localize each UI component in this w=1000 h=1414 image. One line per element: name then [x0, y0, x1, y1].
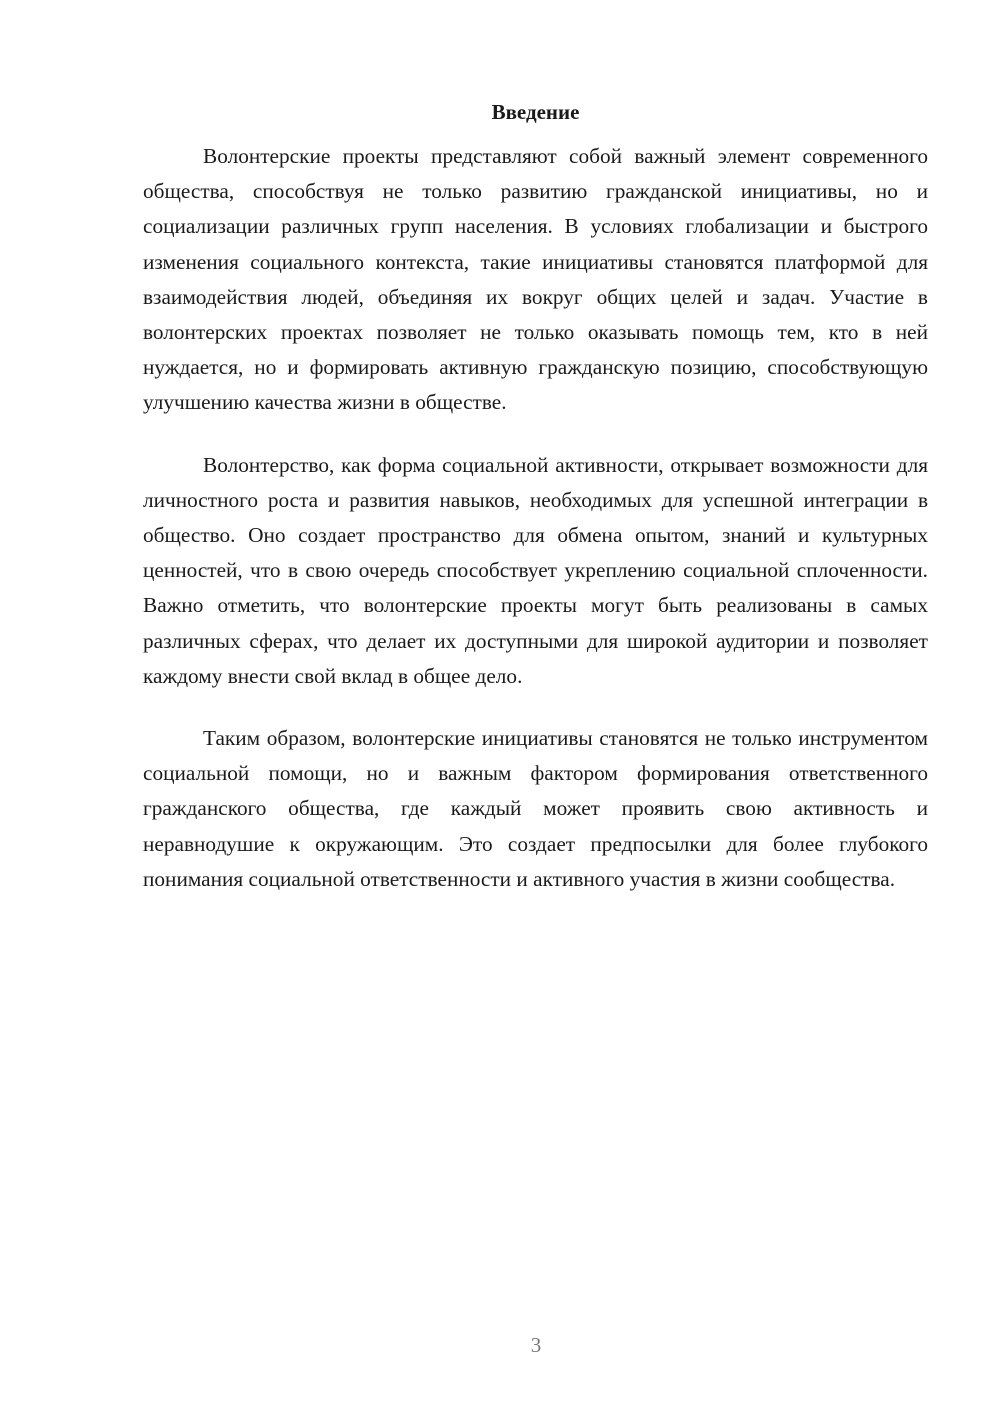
- section-title: Введение: [491, 100, 580, 124]
- paragraph-2: Волонтерство, как форма социальной активности, открывает возможности для личностного роста и развития навыков, необходимых для успешной интеграции в общество. Оно создает пространство для обмена опытом, знаний и культурных ценностей, что в свою очередь способствует укреплению социальной сплоченности. Важно отметить, что волонтерские проекты могут быть реализованы в самых различных сферах, что делает их доступными для широкой аудитории и позволяет каждому внести свой вклад в общее дело.: [143, 452, 928, 688]
- page-number: 3: [530, 1333, 542, 1357]
- paragraph-3: Таким образом, волонтерские инициативы становятся не только инструментом социальной помощи, но и важным фактором формирования ответственного гражданского общества, где каждый может проявить свою активность и неравнодушие к окружающим. Это создает предпосылки для более глубокого понимания социальной ответственности и активного участия в жизни сообщества.: [143, 726, 928, 891]
- paragraph-1: Волонтерские проекты представляют собой важный элемент современного общества, способствуя не только развитию гражданской инициативы, но и социализации различных групп населения. В условиях глобализации и быстрого изменения социального контекста, такие инициативы становятся платформой для взаимодействия людей, объединяя их вокруг общих целей и задач. Участие в волонтерских проектах позволяет не только оказывать помощь тем, кто в ней нуждается, но и формировать активную гражданскую позицию, способствующую улучшению качества жизни в обществе.: [143, 144, 928, 415]
- title-container: [143, 95, 928, 129]
- page-content: [143, 95, 928, 924]
